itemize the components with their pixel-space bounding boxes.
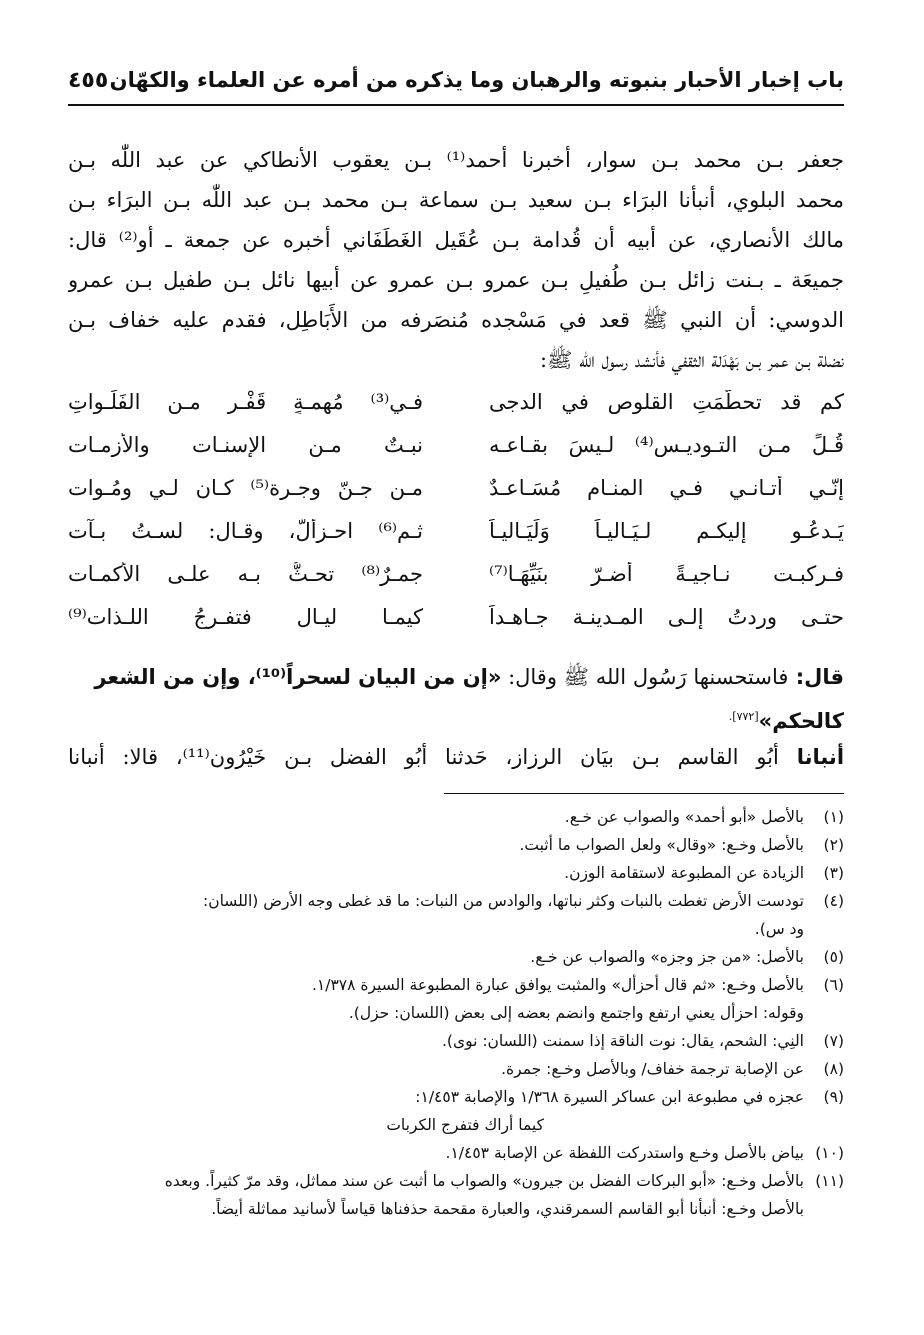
footnote [68, 971, 844, 999]
footnote-text: بالأصل «أبو أحمد» والصواب عن خـع. [564, 808, 804, 826]
footnote-number: (٩) [823, 1088, 844, 1106]
text-line: الدوسي: أن النبي ﷺ قعد في مَسْجده مُنصَرفه من الأَبَاطِل، فقدم عليه خفاف بـن [68, 308, 844, 332]
footnote [68, 1139, 844, 1167]
footnote [68, 1027, 844, 1055]
text-line: محمد البلوي، أنبأنا البرَاء بـن سعيد بـن سماعة بـن محمد بـن عبد اللّٰه بـن البرَاء بـن [68, 188, 844, 212]
page-number: ٤٥٥ [68, 68, 109, 93]
text-line: نضلة بـن عمر بـن بَهْدَلة الثقفي فأنشد رسول الله ﷺ: [539, 348, 844, 372]
poem [68, 390, 844, 648]
text-line: جعفر بـن محمد بـن سوار، أخبرنا أحمد⁽¹⁾ بـن يعقوب الأنطاكي عن عبد اللّٰه بـن [68, 148, 844, 172]
footnote-text: بالأصل: «من جز وجزه» والصواب عن خـع. [530, 948, 804, 966]
main-paragraph [68, 140, 844, 380]
verse-second-hemistich: مـن جـنّ وجـرة⁽⁵⁾ كـان لـي ومُـوات [68, 476, 423, 500]
footnote-number: (٤) [823, 892, 844, 910]
verse-first-hemistich: فـركبـت نـاجيـةً أضـرّ بنَيِّهَـا⁽⁷⁾ [489, 562, 844, 586]
footnote-text: النِي: الشحم، يقال: نوت الناقة إذا سمنت (اللسان: نوى). [441, 1032, 804, 1050]
verse-first-hemistich: إنّـي أتـانـي فـي المنـام مُسَـاعـدٌ [489, 476, 844, 500]
footnote-text: الزيادة عن المطبوعة لاستقامة الوزن. [564, 864, 804, 882]
footnote-continuation: ود س). [754, 920, 804, 938]
footnote [68, 859, 844, 887]
footnote-text: بياض بالأصل وخـع واستدركت اللفظة عن الإصابة ١/٤٥٣. [445, 1144, 804, 1162]
saying-quote-end: كالحكم» [758, 709, 844, 733]
footnote-number: (٣) [823, 864, 844, 882]
verse-second-hemistich: جمـرٌ⁽⁸⁾ تحـثُّ بـه علـى الأكمـات [68, 562, 423, 586]
saying-line [68, 697, 844, 741]
footnote [68, 887, 844, 915]
footnote-continuation: بالأصل وخـع: أنبأنا أبو القاسم السمرقندي، والعبارة مقحمة حذفناها قياساً لأسانيد مماثلة أيضاً. [211, 1200, 804, 1218]
footnote-number: (١١) [815, 1172, 844, 1190]
poem-verse [68, 433, 844, 476]
footnote [68, 1083, 844, 1111]
verse-first-hemistich: حتـى وردتُ إلـى المـدينـة جـاهـداً [489, 605, 844, 629]
footnote-text: تودست الأرض تغطت بالنبات وكثر نباتها، والوادس من النبات: ما قد غطى وجه الأرض (اللسان: [202, 892, 804, 910]
verse-first-hemistich: كم قد تحطَّمَتِ القلوص في الدجى [489, 390, 844, 414]
saying-intro: فاستحسنها رَسُول الله ﷺ وقال: [501, 665, 789, 689]
footnote [68, 1167, 844, 1195]
footnote-continuation: وقوله: احزأل يعني ارتفع واجتمع وانضم بعضه إلى بعض (اللسان: حزل). [348, 1004, 804, 1022]
footnote [68, 831, 844, 859]
saying-lead: قال: [788, 665, 844, 689]
footnote-number: (٥) [823, 948, 844, 966]
chapter-title: باب إخبار الأحبار بنبوته والرهبان وما يذكره من أمره عن العلماء والكهّان [109, 68, 844, 92]
header-rule [68, 104, 844, 106]
footnote [68, 803, 844, 831]
footnote-text: عجزه في مطبوعة ابن عساكر السيرة ١/٣٦٨ والإصابة ١/٤٥٣: [415, 1088, 804, 1106]
poem-verse [68, 390, 844, 433]
poem-verse [68, 605, 844, 648]
verse-second-hemistich: كيمـا ليـال فتفـرجُ اللـذات⁽⁹⁾ [68, 605, 423, 629]
footnote-text: بالأصل وخـع: «ثم قال أحزأل» والمثبت يوافق عبارة المطبوعة السيرة ١/٣٧٨. [311, 976, 804, 994]
footnote-text: عن الإصابة ترجمة خفاف/ وبالأصل وخـع: جمرة. [501, 1060, 804, 1078]
poem-verse [68, 562, 844, 605]
footnote [68, 943, 844, 971]
footnotes [68, 803, 844, 1223]
hadith-reference: [٧٧٢]. [728, 710, 759, 723]
isnad-line [68, 745, 844, 769]
verse-first-hemistich: يَـدعُـو إليكـم لـيَـاليـاً وَلَيَـاليـاً [489, 519, 844, 543]
footnote-number: (١٠) [815, 1144, 844, 1162]
prophet-saying [68, 657, 844, 741]
footnote-verse: كيما أراك فتفرج الكربات [386, 1116, 544, 1134]
verse-second-hemistich: نبـتٌ مـن الإسنـات والأزمـات [68, 433, 423, 457]
footnote-text: بالأصل وخـع: «أبو البركات الفضل بن جيرون» والصواب ما أثبت عن سند مماثل، وقد مرّ كثيراً. وبعده [164, 1172, 804, 1190]
footnote [68, 1055, 844, 1083]
text-line: جميعَة ـ بـنت زائل بـن طُفيلِ بـن عمرو بـن عمرو عن أبيها نائل بـن طفيل بـن عمرو [68, 268, 844, 292]
verse-first-hemistich: قُـلٍّ مـن التـوديـس⁽⁴⁾ لـيسَ بقـاعـه [489, 433, 844, 457]
footnote-number: (٦) [823, 976, 844, 994]
footnote-number: (٢) [823, 836, 844, 854]
verse-second-hemistich: فـي⁽³⁾ مُهمـةٍ قَفْـرٍ مـن الفَلَـواتِ [68, 390, 423, 414]
running-header [68, 62, 844, 102]
footnote-number: (٧) [823, 1032, 844, 1050]
footnote-number: (١) [823, 808, 844, 826]
footnote-text: بالأصل وخـع: «وقال» ولعل الصواب ما أثبت. [519, 836, 804, 854]
saying-quote: «إن من البيان لسحراً⁽¹⁰⁾، وإن من الشعر [94, 665, 502, 689]
text-line: مالك الأنصاري، عن أبيه أن قُدامة بـن عُقَيل الغَطَفَاني أخبره عن جمعة ـ أو⁽²⁾ قال: [68, 228, 844, 252]
poem-verse [68, 519, 844, 562]
verse-second-hemistich: ثـم⁽⁶⁾ احـزألّ، وقـال: لسـتُ بـآت [68, 519, 423, 543]
footnote-rule [444, 793, 844, 794]
isnad-text: أبُو القاسم بـن بيَان الرزاز، حَدثنا أبُو الفضل بـن خَيْرُون⁽¹¹⁾، قالا: أنبانا [68, 745, 797, 769]
footnote-number: (٨) [823, 1060, 844, 1078]
poem-verse [68, 476, 844, 519]
saying-line [68, 657, 844, 697]
isnad-lead: أنبانا [796, 745, 845, 769]
